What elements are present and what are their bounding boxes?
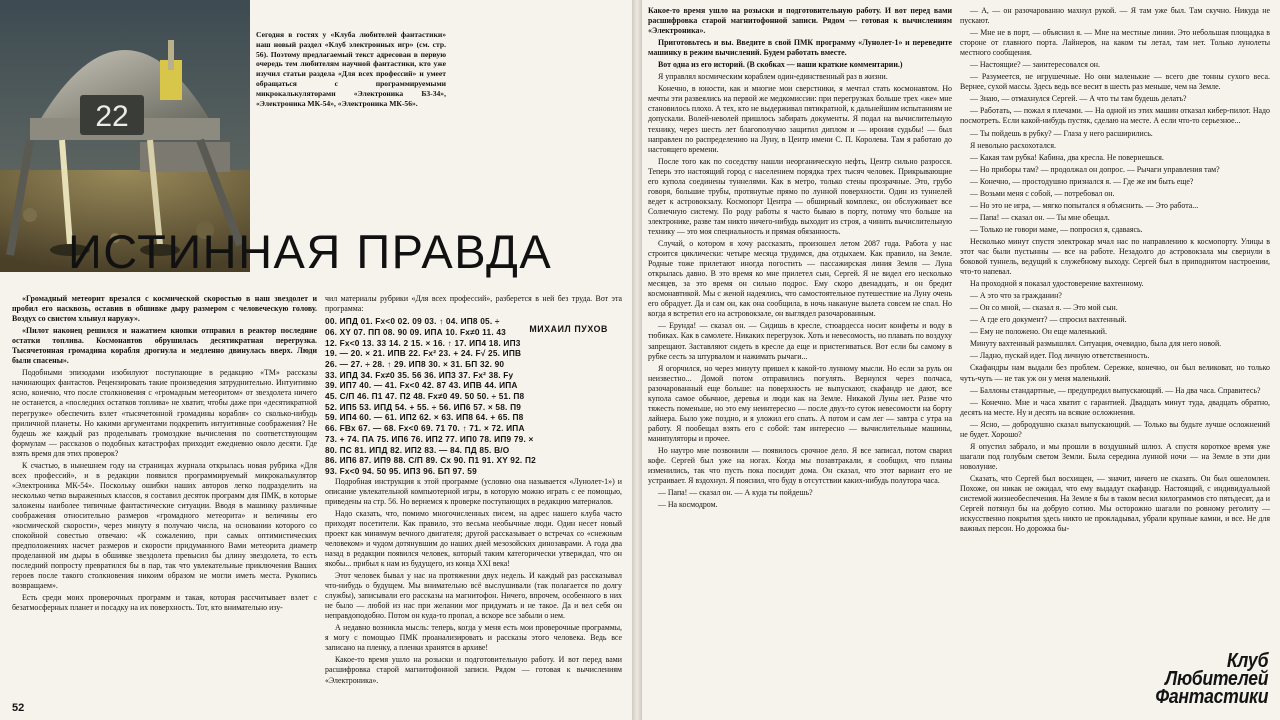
- paragraph: Минуту вахтенный размышлял. Ситуация, очевидно, была для него новой.: [970, 339, 1222, 349]
- paragraph: — А где его документ? — спросил вахтенный.: [970, 315, 1127, 325]
- left-column-1: [12, 294, 317, 699]
- paragraph: Я опустил забрало, и мы прошли в воздушный шлюз. А спустя короткое время уже шагали под голубым светом Земли. Была середина лунной ночи — на Земле в эти дни новолуние.: [960, 441, 1270, 471]
- left-page: [0, 0, 632, 720]
- program-line: 39. ИП7 40. — 41. Fx<0 42. 87 43. ИПВ 44. ИПА: [325, 380, 518, 391]
- paragraph: Приготовьтесь и вы. Введите в свой ПМК программу «Лунолет-1» и переведите машинку в режим вычислений. Будем работать вместе.: [648, 38, 952, 58]
- paragraph: — Ясно, — добродушно сказал выпускающий. — Только вы будьте лучше осложнений не будет. Хорошо?: [960, 419, 1270, 439]
- program-line: 52. ИП5 53. ИПД 54. + 55. ÷ 56. ИП6 57. × 58. П9: [325, 401, 522, 412]
- paragraph: — Знаю, — отмахнулся Сергей. — А что ты там будешь делать?: [970, 94, 1187, 104]
- lander-number: 22: [95, 100, 129, 133]
- program-line: 93. Fx<0 94. 50 95. ИП3 96. БП 97. 59: [325, 465, 477, 476]
- paragraph: — Конечно, — простодушно признался я. — Где же им быть еще?: [970, 176, 1194, 186]
- paragraph: Я огорчился, но через минуту пришел к какой-то лунному мысли. Но если за руль он неизвестно... Домой потом отправились погулять. Вернулся через полчаса, разочарованный еще больше: на поверхность не выпускают, скафандр не дают, все купола самое обычное, деревья и люди как на Земле. Никакой Луны нет. Разве что тяжесть поменьше, но это ему неинтересно — после двух-то суток невесомости на борту лайнера. Было уже поздно, и я уложил его спать. А потом и сам лег — завтра с утра на работу. Я пообещал взять его с собой: там интересно — вычислительные машины, манипуляторы и прочее.: [648, 363, 952, 443]
- paragraph: — На космодром.: [658, 500, 718, 510]
- paragraph: — Но приборы там? — продолжал он допрос. — Рычаги управления там?: [970, 164, 1220, 174]
- paragraph: К счастью, в нынешнем году на страницах журнала открылась новая рубрика «Для всех профессий», и в редакции появился программируемый микрокалькулятор «Электроника МК-54». Поскольку ошибки наших авторов легко подразделить на несколько четко выраженных классов, я составил десяток программ для ПМК, в которые заложены наиболее типичные фантастические ситуации. Вводя в машинку различные соображения относительно размеров «громадного метеорита» и величины его «космической скорости», через минуту я получаю числа, на основании которого со спокойной совестью отвечаю: «К сожалению, при самых оптимистических предположениях насчет размеров и скорости придуманного Вами метеорита диаметр проделанной им дыры в обшивке звездолета превысил бы длину звездолета, то есть последний попросту превратился бы в пар, так что увлекательные приключения Ваших героев после такого столкновения никоим образом не могли иметь места. Рукопись возвращаем».: [12, 460, 317, 591]
- paragraph: Надо сказать, что, помимо многочисленных писем, на адрес нашего клуба часто приходят посетители. Как правило, это весьма необычные люди. Один несет новый проект как минимум вечного двигателя; другой рассказывает о встречах со «снежным человеком» и чудом дотянувшим до наших дней мезозойских динозаврами. А года два назад в редакции появился человек, который таким категорически утверждал, что он якобы... прибыл к нам из будущего, из конца XXI века!: [325, 508, 622, 569]
- paragraph: Есть среди моих проверочных программ и такая, которая рассчитывает взлет с безатмосферных планет и посадку на их поверхность. Тот, кто внимательно изу-: [12, 593, 317, 613]
- program-listing: [325, 316, 622, 477]
- paragraph: А недавно возникла мысль: теперь, когда у меня есть мои проверочные программы, я могу с помощью ПМК проанализировать и рассказы этого человека. Ведь все записано на пленку, а пленки хранятся в архиве!: [325, 623, 622, 653]
- right-page: [642, 0, 1280, 720]
- paragraph: «Пилот наконец решился и нажатием кнопки отправил в реактор последние остатки топлива. Космонавтов обрушилась десятикратная перегрузка. Тысячетонная громадина корабля дрогнула и медленно двинулась вверх. Люди были спасены».: [12, 326, 317, 366]
- club-heading-line: Клуб: [1226, 650, 1268, 672]
- paragraph: Несколько минут спустя электрокар мчал нас по направлению к космопорту. Улицы в этот час были пустынны — все на работе. Незадолго до астровокзала мы свернули в боковой туннель, ведущий к служебному выходу. Сергей был в приподнятом настроении, что-то напевал.: [960, 236, 1270, 277]
- program-line: 59. ИП4 60. — 61. ИП2 62. × 63. ИП8 64. + 65. П8: [325, 412, 524, 423]
- club-heading-line: Фантастики: [1155, 686, 1268, 708]
- club-heading-line: Любителей: [1164, 668, 1268, 690]
- paragraph: Подобными эпизодами изобилуют поступающие в редакцию «ТМ» рассказы начинающих фантастов. Рецензировать такие произведения затруднительно. Интуитивно ясно, конечно, что после столкновения с «громадным метеоритом» от звездолета ничего не останется, а «последних остатков топлива» не хватит, чтобы даже при «десятикратной перегрузке» обеспечить взлет «тысячетонной громадины корабля» со сколько-нибудь приличной планеты. Но какими аргументами подкрепить интуитивные соображения? Не будешь же каждый раз проделывать громоздкие вычисления по соответствующим формулам — рассказов о подобных катастрофах приходит ежедневно около десяти. Где взять время для этих проверок?: [12, 368, 317, 458]
- paragraph: — Мне не в порт, — объяснил я. — Мне на местные линии. Это небольшая площадка в стороне от главного порта. Лайнеров, на каком ты летал, там нет. Только лунолеты местного сообщения.: [960, 28, 1270, 58]
- club-heading: [1155, 652, 1268, 706]
- paragraph: «Громадный метеорит врезался с космической скоростью в наш звездолет и пробил его насквозь, оставив в обшивке дыру размером с человеческую голову. Воздух со свистом хлынул наружу».: [12, 294, 317, 324]
- paragraph: — А это что за гражданин?: [970, 291, 1062, 301]
- paragraph: — Ему не положено. Он еще маленький.: [970, 327, 1107, 337]
- paragraph: Скафандры нам выдали без проблем. Сережке, конечно, он был великоват, но только чуть-чуть — не так уж он у меня маленький.: [960, 363, 1270, 383]
- paragraph: — Конечно. Мне и часа хватит с гарантией. Двадцать минут туда, двадцать обратно, десять на месте. Ну и десять на всякие осложнения.: [960, 397, 1270, 417]
- paragraph: Этот человек бывал у нас на протяжении двух недель. И каждый раз рассказывал что-нибудь о будущем. Мы внимательно всё выслушивали (так полагается по долгу службы), записывали его рассказы на магнитофон. Ничего, впрочем, особенного в них не было — любой из нас при желании мог придумать и не такое. Да и вел себя он неправдоподобно. Потом он куда-то пропал, а вскоре все забыли о нем.: [325, 571, 622, 621]
- article-intro: Сегодня в гостях у «Клуба любителей фантастики» наш новый раздел «Клуб электронных игр» (см. стр. 56). Поэтому предлагаемый текст адресован в первую очередь тем любителям научной фантастики, кто уже изучил статьи раздела «Для всех профессий» и умеет обращаться с программируемыми микрокалькуляторами «Электроника Б3-34», «Электроника МК-54», «Электроника МК-56».: [256, 30, 446, 108]
- right-column-1: [648, 6, 952, 714]
- paragraph: Я невольно расхохотался.: [970, 140, 1057, 150]
- paragraph: Подробная инструкция к этой программе (условно она называется «Лунолет-1») и описание увлекательной компьютерной игры, в которую можно играть с ее помощью, приведены на стр. 56. Но вернемся к проверке поступающих в редакцию материалов.: [325, 476, 622, 506]
- paragraph: — Настоящие? — заинтересовался он.: [970, 60, 1100, 70]
- paragraph: Конечно, в юности, как и многие мои сверстники, я мечтал стать космонавтом. Но мечты эти развеялись на первой же медкомиссии: при перегрузках больше трех «же» мне становилось плохо. А тех, кто не выдерживал пятикратной, к дальнейшим испытаниям не допускали. Волей-неволей пришлось забирать документы. Я подал на вычислительную технику, через шесть лет благополучно защитил диплом и — ирония судьбы! — был направлен по распределению на Луну, в Центр имени С. П. Королева. Там я работаю до настоящего времени.: [648, 84, 952, 154]
- program-line: 26. — 27. ÷ 28. ↑ 29. ИП8 30. × 31. БП 32. 90: [325, 358, 505, 369]
- paragraph: Я управлял космическим кораблем один-единственный раз в жизни.: [658, 72, 888, 82]
- program-line: 45. С/П 46. П1 47. П2 48. Fx≠0 49. 50 50. ÷ 51. П8: [325, 391, 525, 402]
- program-line: 33. ИПД 34. Fx≠0 35. 56 36. ИП3 37. Fx² 38. Fy: [325, 369, 514, 380]
- paragraph: На проходной я показал удостоверение вахтенному.: [970, 279, 1144, 289]
- right-column-2: [960, 6, 1270, 636]
- paragraph: Вот одна из его историй. (В скобках — наши краткие комментарии.): [658, 60, 903, 70]
- paragraph: — Ладно, пускай идет. Под личную ответственность.: [970, 351, 1150, 361]
- article-title: ИСТИННАЯ ПРАВДА: [68, 225, 553, 278]
- paragraph: — Ерунда! — сказал он. — Сидишь в кресле, стюардесса носит конфеты и воду в тюбиках. Как в самолете. Никаких перегрузок. Хоть и невесомость, но плавать по воздуху запрещают. Заставляют сидеть в кресле да еще и пристегиваться. Вот если бы самому в рубке сесть за штурвалом и нажимать рычаги...: [648, 321, 952, 361]
- paragraph: — Ты пойдешь в рубку? — Глаза у него расширились.: [970, 128, 1153, 138]
- paragraph: Какое-то время ушло на розыски и подготовительную работу. И вот перед вами расшифровка старой магнитофонной записи. Рядом — готовая к вычислениям «Электроника».: [648, 6, 952, 36]
- paragraph: чил материалы рубрики «Для всех профессий», разберется в ней без труда. Вот эта программа:: [325, 294, 622, 314]
- paragraph: — Разумеется, не игрушечные. Но они маленькие — всего две тонны сухого веса. Вернее, сухой массы. Здесь ведь все весит в шесть раз меньше, чем на Земле.: [960, 72, 1270, 92]
- paragraph: — Только не говори маме, — попросил я, сдаваясь.: [970, 224, 1143, 234]
- paragraph: После того как по соседству нашли неорганическую нефть, Центр сильно разросся. Теперь это настоящий город с населением порядка трех тысяч человек. Прикрывающие его купола соединены туннелями. Как в метро, только стены прозрачные. Это, грубо говоря, большие трубы, протянутые прямо по лунной поверхности. Один из туннелей ведет к астровокзалу. Космопорт Центра — обширный комплекс, он обслуживает все Солнечную систему. По роду работы я часто бываю в порту, потому что больше на электронике, разве там никто ничего-нибудь выходит из строя, а чинить вычислительную технику — это моя специальность и прямая обязанность.: [648, 156, 952, 236]
- paragraph: — Какая там рубка! Кабина, два кресла. Не повернешься.: [970, 152, 1164, 162]
- article-author: МИХАИЛ ПУХОВ: [529, 324, 608, 334]
- paragraph: Случай, о котором я хочу рассказать, произошел летом 2087 года. Работа у нас строится циклически: четыре месяца трудимся, два отдыхаем. Как правило, на Земле. Родные тоже прилетают иногда погостить — пассажирская линия Земля — Луна открылась давно. В это время ко мне прилетел сын, Сергей. Я не видел его несколько месяцев, за это время он сильно подрос. Ему скоро двенадцать, и он бредит космонавтикой. Мы с женой надеялись, что самостоятельное путешествие на Луну очень его обрадует. Да и сам он, как она сообщила, в ночь накануне вылета совсем не спал. Но когда я встретил его на астровокзале, он выглядел разочарованным.: [648, 239, 952, 319]
- paragraph: — Баллоны стандартные, — предупредил выпускающий. — На два часа. Справитесь?: [970, 385, 1261, 395]
- left-column-2: [325, 294, 622, 714]
- program-line: 00. ИПД 01. Fx<0 02. 09 03. ↑ 04. ИП8 05. ÷: [325, 316, 500, 327]
- program-line: 12. Fx<0 13. 33 14. 2 15. × 16. ↑ 17. ИП4 18. ИП3: [325, 337, 521, 348]
- paragraph: — Папа! — сказал он. — Ты мне обещал.: [970, 212, 1110, 222]
- paragraph: — Но это не игра, — мягко попытался я объяснить. — Это работа...: [970, 200, 1199, 210]
- program-line: 66. FВх 67. — 68. Fx<0 69. 71 70. ↑ 71. × 72. ИПА: [325, 423, 525, 434]
- program-line: 80. ПС 81. ИПД 82. ИП2 83. — 84. ПД 85. В/О: [325, 444, 510, 455]
- paragraph: — Он со мной, — сказал я. — Это мой сын.: [970, 303, 1118, 313]
- paragraph: — Возьми меня с собой, — потребовал он.: [970, 188, 1115, 198]
- paragraph: — Папа! — сказал он. — А куда ты пойдешь?: [658, 488, 813, 498]
- program-line: 73. + 74. ПА 75. ИП6 76. ИП2 77. ИП0 78. ИП9 79. ×: [325, 433, 534, 444]
- paragraph: Сказать, что Сергей был восхищен, — значит, ничего не сказать. Он был ошеломлен. Похоже, он никак не ожидал, что ему выдадут скафандр. Настоящий, с индивидуальной системой жизнеобеспечения. На Земле я бы в таком весил килограммов сто пятьдесят, да и Сергей потянул бы на добрую сотню. Мы осторожно шагали по ровному реголиту — искусственно покрытия здесь никто не прокладывал, убрали крупные камни, и все. Не для важных персон. Но дорожка бы-: [960, 473, 1270, 534]
- program-line: 06. XY 07. ПП 08. 90 09. ИПА 10. Fx≠0 11. 43: [325, 326, 506, 337]
- page-gutter: [632, 0, 642, 720]
- program-line: 19. — 20. × 21. ИПВ 22. Fx² 23. + 24. F√ 25. ИПВ: [325, 348, 522, 359]
- paragraph: Какое-то время ушло на розыски и подготовительную работу. И вот перед вами расшифровка старой магнитофонной записи. Рядом — готовая к вычислениям «Электроника».: [325, 655, 622, 685]
- paragraph: — Работать, — пожал я плечами. — На одной из этих машин отказал кибер-пилот. Надо посмотреть. Если какой-нибудь пустяк, сделаю на месте. А если что-то серьезное...: [960, 106, 1270, 126]
- paragraph: Но наутро мне позвонили — появилось срочное дело. Я все записал, потом сварил кофе. Сергей был уже на ногах. Когда мы позавтракали, я сообщил, что планы изменились, так что пусть пока посидит дома. Он сказал, что этот вариант его не устраивает. Я вздохнул. Я пояснил, что буду в отсутствии каких-нибудь полутора часа.: [648, 445, 952, 486]
- program-line: 86. ИП6 87. ИП9 88. С/П 89. Сх 90. П1 91. XY 92. П2: [325, 455, 536, 466]
- page-number: 52: [12, 702, 25, 714]
- paragraph: — А, — он разочарованно махнул рукой. — Я там уже был. Там скучно. Никуда не пускают.: [960, 6, 1270, 26]
